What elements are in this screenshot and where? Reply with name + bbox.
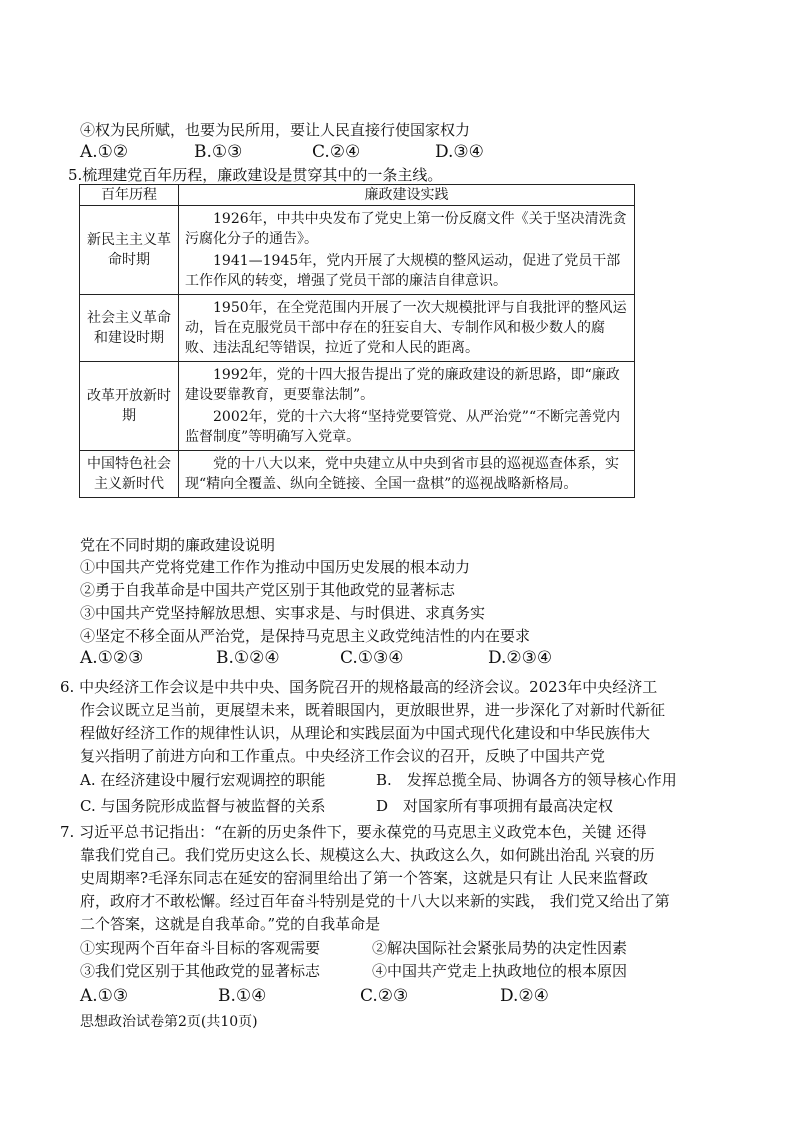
q5-stem: 5.梳理建党百年历程，廉政建设是贯穿其中的一条主线。 <box>68 166 443 184</box>
table-row <box>80 451 635 498</box>
row-practice <box>179 362 635 451</box>
q7-statement-1: ①实现两个百年奋斗目标的客观需要 <box>80 939 321 957</box>
q6-option-a: A. 在经济建设中履行宏观调控的职能 <box>80 771 326 789</box>
table-row <box>80 206 635 295</box>
q7-statement-2: ②解决国际社会紧张局势的决定性因素 <box>372 939 628 957</box>
q5-option-a: A.①②③ <box>80 648 144 668</box>
q7-statement-3: ③我们党区别于其他政党的显著标志 <box>80 962 321 980</box>
q6-stem-line: 作会议既立足当前，更展望未来，既着眼国内，更放眼世界，进一步深化了对新时代新征 <box>80 701 666 719</box>
q5-option-c: C.①③④ <box>340 648 404 668</box>
q5-statement-3: ③中国共产党坚持解放思想、实事求是、与时俱进、求真务实 <box>80 604 486 622</box>
q4-statement-4: ④权为民所赋，也要为民所用，要让人民直接行使国家权力 <box>80 121 471 139</box>
q5-option-b: B.①②④ <box>216 648 280 668</box>
q5-options <box>80 648 680 670</box>
q6-option-c: C. 与国务院形成监督与被监督的关系 <box>80 797 326 815</box>
row-practice <box>179 451 635 498</box>
q5-statement-4: ④坚定不移全面从严治党，是保持马克思主义政党纯洁性的内在要求 <box>80 627 531 645</box>
q4-option-b: B.①③ <box>194 142 243 162</box>
q7-stem-line: 二个答案，这就是自我革命。”党的自我革命是 <box>80 915 381 933</box>
q6-stem-line: 6. 中央经济工作会议是中共中央、国务院召开的规格最高的经济会议。2023年中央经济工 <box>60 678 658 696</box>
row-practice <box>179 206 635 295</box>
q7-option-a: A.①③ <box>80 986 129 1006</box>
table-row <box>80 362 635 451</box>
q5-statement-2: ②勇于自我革命是中国共产党区别于其他政党的显著标志 <box>80 581 456 599</box>
q4-option-c: C.②④ <box>312 142 361 162</box>
q5-statement-1: ①中国共产党将党建工作作为推动中国历史发展的根本动力 <box>80 558 471 576</box>
row-period: 社会主义革命和建设时期 <box>80 295 179 362</box>
q4-options <box>80 142 680 164</box>
q6-option-b: B. 发挥总揽全局、协调各方的领导核心作用 <box>376 771 677 789</box>
q5-table <box>79 184 635 498</box>
q7-statement-4: ④中国共产党走上执政地位的根本原因 <box>372 962 628 980</box>
practice-paragraph: 1926年，中共中央发布了党史上第一份反腐文件《关于坚决清洗贪污腐化分子的通告》。 <box>185 211 627 247</box>
row-period: 新民主主义革命时期 <box>80 206 179 295</box>
q6-option-d: D 对国家所有事项拥有最高决定权 <box>376 797 614 815</box>
practice-paragraph: 1941—1945年，党内开展了大规模的整风运动，促进了党员干部工作作风的转变，增强了党员干部的廉洁自律意识。 <box>185 253 621 289</box>
q4-option-d: D.③④ <box>435 142 484 162</box>
practice-paragraph: 2002年，党的十六大将“坚持党要管党、从严治党”“不断完善党内监督制度”等明确写入党章。 <box>185 409 621 445</box>
practice-paragraph: 党的十八大以来，党中央建立从中央到省市县的巡视巡查体系，实现“精向全覆盖、纵向全链接、全国一盘棋”的巡视战略新格局。 <box>185 456 619 492</box>
row-period: 中国特色社会主义新时代 <box>80 451 179 498</box>
table-header-period: 百年历程 <box>80 185 179 206</box>
practice-paragraph: 1950年，在全党范围内开展了一次大规模批评与自我批评的整风运动，旨在克服党员干部中存在的狂妄自大、专制作风和极少数人的腐败、违法乱纪等错误，拉近了党和人民的距离。 <box>185 300 627 356</box>
q4-option-a: A.①② <box>80 142 129 162</box>
table-row <box>80 295 635 362</box>
table-header-row <box>80 185 635 206</box>
q7-option-d: D.②④ <box>500 986 549 1006</box>
q7-stem-line: 7. 习近平总书记指出：“在新的历史条件下，要永葆党的马克思主义政党本色，关键 还得 <box>60 823 647 841</box>
table-header-practice: 廉政建设实践 <box>179 185 635 206</box>
practice-paragraph: 1992年，党的十四大报告提出了党的廉政建设的新思路，即“廉政建设要靠教育，更要靠法制”。 <box>185 367 620 403</box>
row-practice <box>179 295 635 362</box>
row-period: 改革开放新时期 <box>80 362 179 451</box>
q5-option-d: D.②③④ <box>488 648 553 668</box>
q6-stem-line: 复兴指明了前进方向和工作重点。中央经济工作会议的召开，反映了中国共产党 <box>80 747 606 765</box>
q7-option-b: B.①④ <box>218 986 267 1006</box>
q7-option-c: C.②③ <box>360 986 409 1006</box>
q7-stem-line: 靠我们党自己。我们党历史这么长、规模这么大、执政这么久，如何跳出治乱 兴衰的历 <box>80 846 655 864</box>
page-footer: 思想政治试卷第2页(共10页) <box>80 1014 258 1030</box>
q7-options <box>80 986 680 1008</box>
q7-stem-line: 府，政府才不敢松懈。经过百年奋斗特别是党的十八大以来新的实践， 我们党又给出了第 <box>80 892 670 910</box>
q5-question: 党在不同时期的廉政建设说明 <box>80 536 276 554</box>
q7-stem-line: 史周期率?毛泽东同志在延安的窑洞里给出了第一个答案，这就是只有让 人民来监督政 <box>80 869 648 887</box>
q6-stem-line: 程做好经济工作的规律性认识，从理论和实践层面为中国式现代化建设和中华民族伟大 <box>80 724 651 742</box>
